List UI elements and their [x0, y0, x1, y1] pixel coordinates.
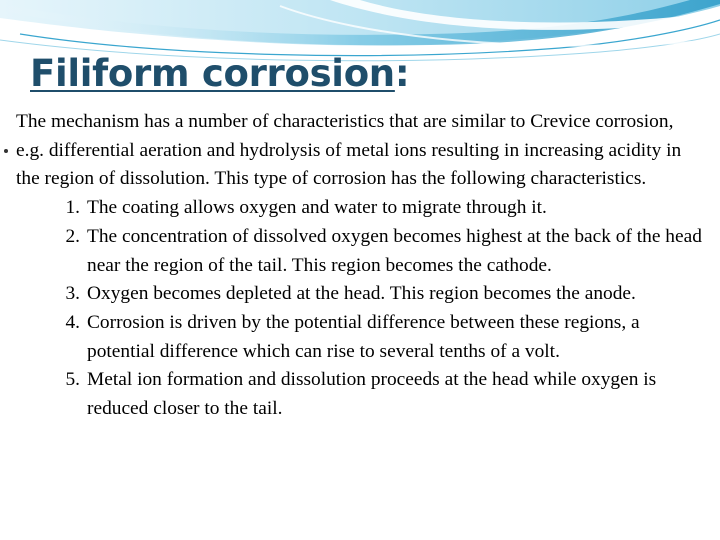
list-item-number: 4.: [65, 311, 80, 333]
slide-title-colon: :: [394, 52, 410, 95]
slide-body: [16, 108, 706, 424]
list-item-text: Corrosion is driven by the potential difference between these regions, a potential difference which can rise to several tenths of a volt.: [87, 311, 640, 362]
characteristics-list: [16, 194, 706, 424]
bullet-dot-icon: [4, 149, 8, 153]
list-item-text: Oxygen becomes depleted at the head. This region becomes the anode.: [87, 283, 636, 305]
list-item: [16, 309, 706, 366]
list-item-text: The concentration of dissolved oxygen becomes highest at the back of the head near the region of the tail. This region becomes the cathode.: [87, 225, 702, 276]
list-item-number: 3.: [65, 283, 80, 305]
slide-title: [30, 50, 409, 98]
list-item-number: 5.: [65, 369, 80, 391]
intro-paragraph: The mechanism has a number of characteristics that are similar to Crevice corrosion, e.g. differential aeration and hydrolysis of metal ions resulting in increasing acidity in the region of dissolution. This type of corrosion has the following characteristics.: [16, 111, 682, 190]
list-item: [16, 194, 706, 223]
list-item: [16, 280, 706, 309]
slide-title-text: Filiform corrosion: [30, 52, 395, 95]
list-item: [16, 223, 706, 280]
list-item-text: Metal ion formation and dissolution proceeds at the head while oxygen is reduced closer to the tail.: [87, 369, 657, 420]
list-item-text: The coating allows oxygen and water to migrate through it.: [87, 197, 547, 219]
list-item-number: 2.: [65, 225, 80, 247]
list-item: [16, 366, 706, 423]
list-item-number: 1.: [65, 197, 80, 219]
